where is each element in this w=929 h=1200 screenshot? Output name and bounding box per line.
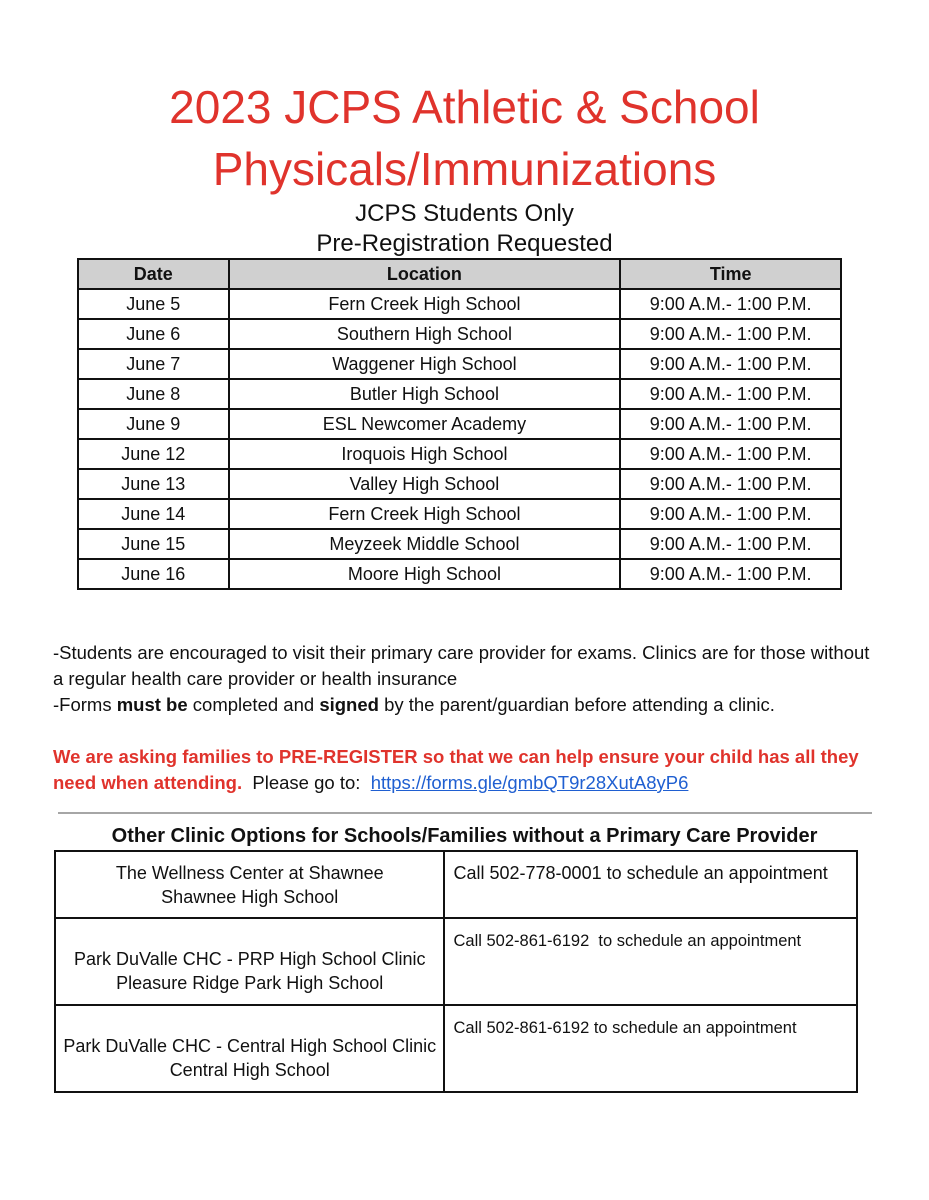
preregister-alert: [53, 744, 893, 796]
cell-time: 9:00 A.M.- 1:00 P.M.: [620, 349, 841, 379]
cell-time: 9:00 A.M.- 1:00 P.M.: [620, 439, 841, 469]
cell-date: June 14: [78, 499, 229, 529]
note-primary-care: -Students are encouraged to visit their primary care provider for exams. Clinics are for those without a regular health care provider or health insurance: [53, 642, 870, 689]
schedule-header-row: [78, 259, 841, 289]
table-row: [78, 469, 841, 499]
clinic-call-text: Call 502-861-6192 to schedule an appointment: [453, 1019, 797, 1037]
cell-date: June 6: [78, 319, 229, 349]
cell-time: 9:00 A.M.- 1:00 P.M.: [620, 529, 841, 559]
cell-time: 9:00 A.M.- 1:00 P.M.: [620, 379, 841, 409]
table-row: [78, 409, 841, 439]
note-forms-prefix: -Forms: [53, 694, 117, 715]
schedule-table: [77, 258, 842, 590]
divider: [58, 812, 872, 814]
cell-date: June 9: [78, 409, 229, 439]
preregister-message: We are asking families to PRE-REGISTER so that we can help ensure your child has all they need when attending.: [53, 746, 859, 793]
subtitle-preregistration: Pre-Registration Requested: [316, 230, 613, 257]
notes-section: [53, 640, 883, 718]
cell-date: June 16: [78, 559, 229, 589]
page-title: [0, 76, 929, 200]
clinic-call-cell: [444, 1005, 857, 1092]
cell-location: Southern High School: [229, 319, 621, 349]
title-line-1: 2023 JCPS Athletic & School: [169, 81, 760, 133]
cell-date: June 12: [78, 439, 229, 469]
cell-location: Valley High School: [229, 469, 621, 499]
note-forms-mid: completed and: [187, 694, 320, 715]
cell-time: 9:00 A.M.- 1:00 P.M.: [620, 409, 841, 439]
clinic-name-cell: [55, 918, 444, 1005]
table-row: [78, 289, 841, 319]
preregister-go-to: Please go to:: [242, 772, 371, 793]
table-row: [55, 851, 857, 918]
table-row: [55, 1005, 857, 1092]
header-date: Date: [78, 259, 229, 289]
clinic-options-table: [54, 850, 858, 1093]
note-forms: [53, 692, 883, 718]
subtitle-students-only: JCPS Students Only: [355, 200, 574, 227]
header-time: Time: [620, 259, 841, 289]
title-line-2: Physicals/Immunizations: [212, 143, 717, 195]
clinic-call-cell: [444, 918, 857, 1005]
table-row: [78, 349, 841, 379]
cell-time: 9:00 A.M.- 1:00 P.M.: [620, 289, 841, 319]
cell-date: June 5: [78, 289, 229, 319]
other-options-heading: Other Clinic Options for Schools/Families without a Primary Care Provider: [111, 825, 818, 847]
clinic-school: Central High School: [169, 1060, 330, 1080]
cell-date: June 8: [78, 379, 229, 409]
cell-location: Moore High School: [229, 559, 621, 589]
cell-date: June 15: [78, 529, 229, 559]
header-location: Location: [229, 259, 621, 289]
clinic-name-cell: [55, 851, 444, 918]
clinic-call-text: Call 502-778-0001 to schedule an appointment: [453, 863, 828, 883]
table-row: [78, 319, 841, 349]
cell-time: 9:00 A.M.- 1:00 P.M.: [620, 499, 841, 529]
preregister-link[interactable]: https://forms.gle/gmbQT9r28XutA8yP6: [370, 772, 689, 793]
note-forms-suffix: by the parent/guardian before attending a clinic.: [378, 694, 775, 715]
cell-location: Fern Creek High School: [229, 289, 621, 319]
clinic-name: Park DuValle CHC - Central High School Clinic: [63, 1036, 437, 1056]
clinic-school: Pleasure Ridge Park High School: [116, 973, 384, 993]
cell-time: 9:00 A.M.- 1:00 P.M.: [620, 319, 841, 349]
cell-date: June 7: [78, 349, 229, 379]
cell-time: 9:00 A.M.- 1:00 P.M.: [620, 469, 841, 499]
table-row: [78, 439, 841, 469]
cell-location: Waggener High School: [229, 349, 621, 379]
note-forms-must-be: must be: [116, 694, 188, 715]
table-row: [78, 499, 841, 529]
clinic-school: Shawnee High School: [161, 887, 339, 907]
clinic-name: The Wellness Center at Shawnee: [115, 863, 384, 883]
cell-location: Meyzeek Middle School: [229, 529, 621, 559]
cell-date: June 13: [78, 469, 229, 499]
clinic-call-cell: [444, 851, 857, 918]
table-row: [78, 379, 841, 409]
cell-location: Iroquois High School: [229, 439, 621, 469]
clinic-name-cell: [55, 1005, 444, 1092]
clinic-call-text: Call 502-861-6192 to schedule an appointment: [453, 932, 802, 950]
cell-location: Fern Creek High School: [229, 499, 621, 529]
clinic-name: Park DuValle CHC - PRP High School Clinic: [74, 949, 426, 969]
cell-location: Butler High School: [229, 379, 621, 409]
table-row: [78, 529, 841, 559]
cell-time: 9:00 A.M.- 1:00 P.M.: [620, 559, 841, 589]
note-forms-signed: signed: [319, 694, 379, 715]
table-row: [78, 559, 841, 589]
cell-location: ESL Newcomer Academy: [229, 409, 621, 439]
table-row: [55, 918, 857, 1005]
